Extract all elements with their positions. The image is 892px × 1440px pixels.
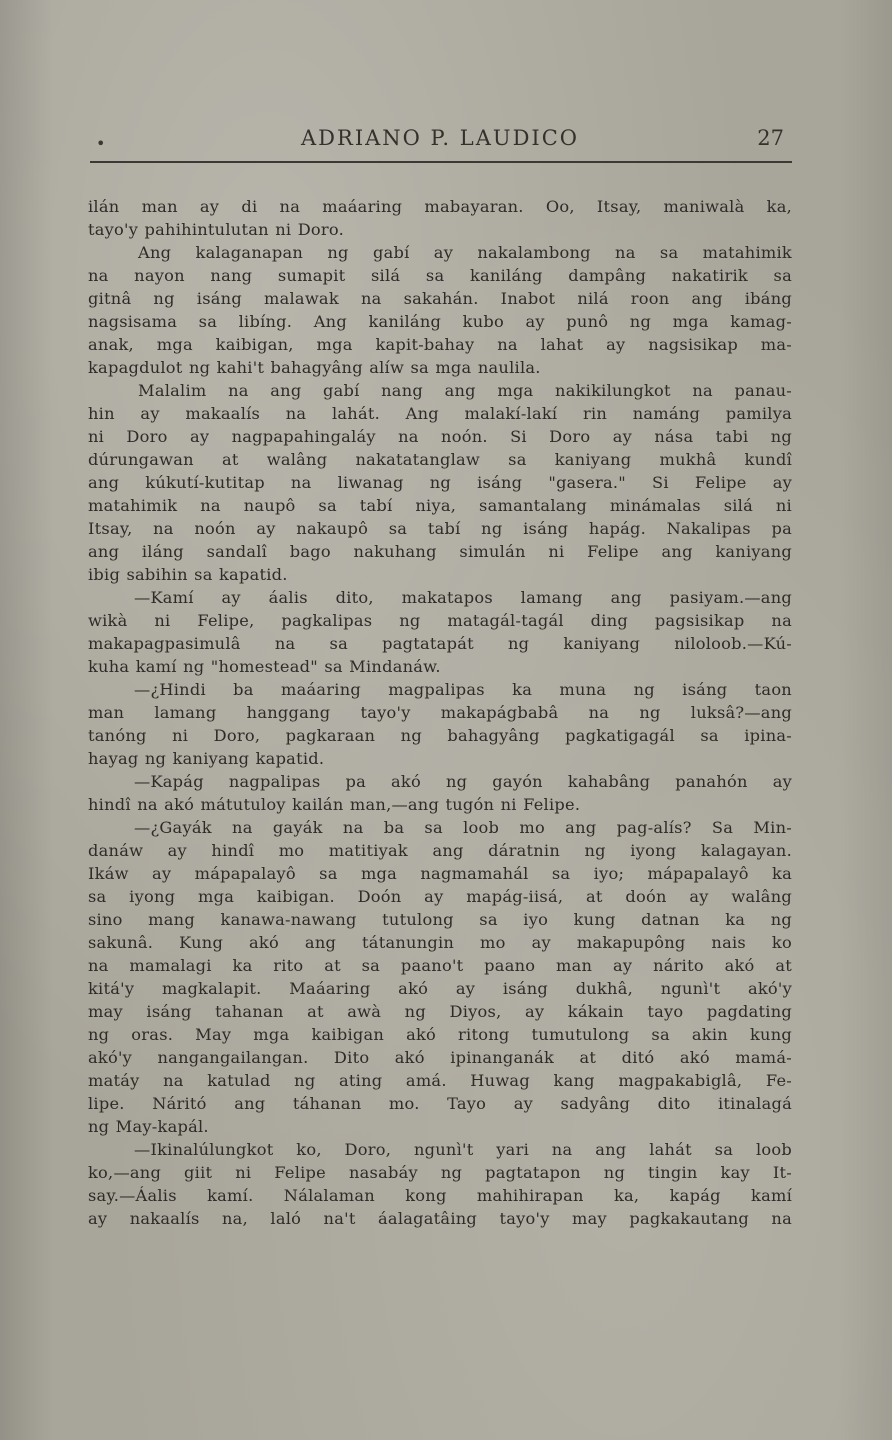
text-line: man lamang hanggang tayo'y makapágbabâ na ng luksâ?—ang (88, 703, 792, 722)
text-line: —Kamí ay áalis dito, makatapos lamang ang pasiyam.—ang (134, 588, 792, 607)
text-line: ng May-kapál. (88, 1117, 209, 1136)
text-line: Ikáw ay mápapalayô sa mga nagmamahál sa iyo; mápapalayô ka (88, 864, 792, 883)
text-line: kuha kamí ng "homestead" sa Mindanáw. (88, 657, 441, 676)
text-line: kitá'y magkalapit. Maáaring akó ay isáng dukhâ, ngunì't akó'y (88, 979, 792, 998)
text-line: tanóng ni Doro, pagkaraan ng bahagyâng pagkatigagál sa ipina- (88, 726, 792, 745)
text-line: ko,—ang giit ni Felipe nasabáy ng pagtatapon ng tingin kay It- (88, 1163, 792, 1182)
text-line: sakunâ. Kung akó ang tátanungin mo ay makapupông nais ko (88, 933, 792, 952)
text-line: Ang kalaganapan ng gabí ay nakalambong na sa matahimik (138, 243, 792, 262)
text-line: hin ay makaalís na lahát. Ang malakí-lakí rin namáng pamilya (88, 404, 792, 423)
text-line: na nayon nang sumapit silá sa kaniláng dampâng nakatirik sa (88, 266, 792, 285)
text-line: na mamalagi ka rito at sa paano't paano man ay nárito akó at (88, 956, 792, 975)
text-line: danáw ay hindî mo matitiyak ang dáratnin ng iyong kalagayan. (88, 841, 792, 860)
text-line: ibig sabihin sa kapatid. (88, 565, 288, 584)
text-line: ang iláng sandalî bago nakuhang simulán ni Felipe ang kaniyang (88, 542, 792, 561)
header-author: ADRIANO P. LAUDICO (301, 126, 579, 150)
text-line: makapagpasimulâ na sa pagtatapát ng kaniyang niloloob.—Kú- (88, 634, 792, 653)
body-text (88, 195, 792, 1230)
text-line: matáy na katulad ng ating amá. Huwag kang magpakabiglâ, Fe- (88, 1071, 792, 1090)
text-line: —¿Gayák na gayák na ba sa loob mo ang pag-alís? Sa Min- (134, 818, 792, 837)
text-line: ng oras. May mga kaibigan akó ritong tumutulong sa akin kung (88, 1025, 792, 1044)
text-line: hindî na akó mátutuloy kailán man,—ang tugón ni Felipe. (88, 795, 581, 814)
text-line: —Ikinalúlungkot ko, Doro, ngunì't yari na ang lahát sa loob (134, 1140, 792, 1159)
running-header (88, 122, 792, 158)
text-line: kapagdulot ng kahi't bahagyâng alíw sa mga naulila. (88, 358, 541, 377)
text-line: nagsisama sa libíng. Ang kaniláng kubo ay punô ng mga kamag- (88, 312, 792, 331)
text-line: gitnâ ng isáng malawak na sakahán. Inabot nilá roon ang ibáng (88, 289, 792, 308)
text-line: Malalim na ang gabí nang ang mga nakikilungkot na panau- (138, 381, 792, 400)
page-number: 27 (757, 126, 784, 150)
text-line: may isáng tahanan at awà ng Diyos, ay kákain tayo pagdating (88, 1002, 792, 1021)
text-line: matahimik na naupô sa tabí niya, samantalang minámalas silá ni (88, 496, 792, 515)
text-line: akó'y nangangailangan. Dito akó ipinanganák at ditó akó mamá- (88, 1048, 792, 1067)
text-line: wikà ni Felipe, pagkalipas ng matagál-tagál ding pagsisikap na (88, 611, 792, 630)
text-line: ni Doro ay nagpapahingaláy na noón. Si Doro ay nása tabi ng (88, 427, 792, 446)
text-line: sino mang kanawa-nawang tutulong sa iyo kung datnan ka ng (88, 910, 792, 929)
text-line: say.—Áalis kamí. Nálalaman kong mahihirapan ka, kapág kamí (88, 1186, 792, 1205)
header-bullet: • (96, 134, 106, 153)
text-line: Itsay, na noón ay nakaupô sa tabí ng isáng hapág. Nakalipas pa (88, 519, 792, 538)
text-line: ilán man ay di na maáaring mabayaran. Oo, Itsay, maniwalà ka, (88, 197, 792, 216)
text-line: sa iyong mga kaibigan. Doón ay mapág-iisá, at doón ay walâng (88, 887, 792, 906)
header-rule (90, 161, 792, 163)
text-line: lipe. Náritó ang táhanan mo. Tayo ay sadyâng dito itinalagá (88, 1094, 792, 1113)
text-line: ay nakaalís na, laló na't áalagatâing tayo'y may pagkakautang na (88, 1209, 792, 1228)
text-line: dúrungawan at walâng nakatatanglaw sa kaniyang mukhâ kundî (88, 450, 792, 469)
text-line: anak, mga kaibigan, mga kapit-bahay na lahat ay nagsisikap ma- (88, 335, 792, 354)
text-line: —¿Hindi ba maáaring magpalipas ka muna ng isáng taon (134, 680, 792, 699)
text-line: —Kapág nagpalipas pa akó ng gayón kahabâng panahón ay (134, 772, 792, 791)
text-line: tayo'y pahihintulutan ni Doro. (88, 220, 345, 239)
text-line: ang kúkutí-kutitap na liwanag ng isáng "gasera." Si Felipe ay (88, 473, 792, 492)
text-line: hayag ng kaniyang kapatid. (88, 749, 325, 768)
